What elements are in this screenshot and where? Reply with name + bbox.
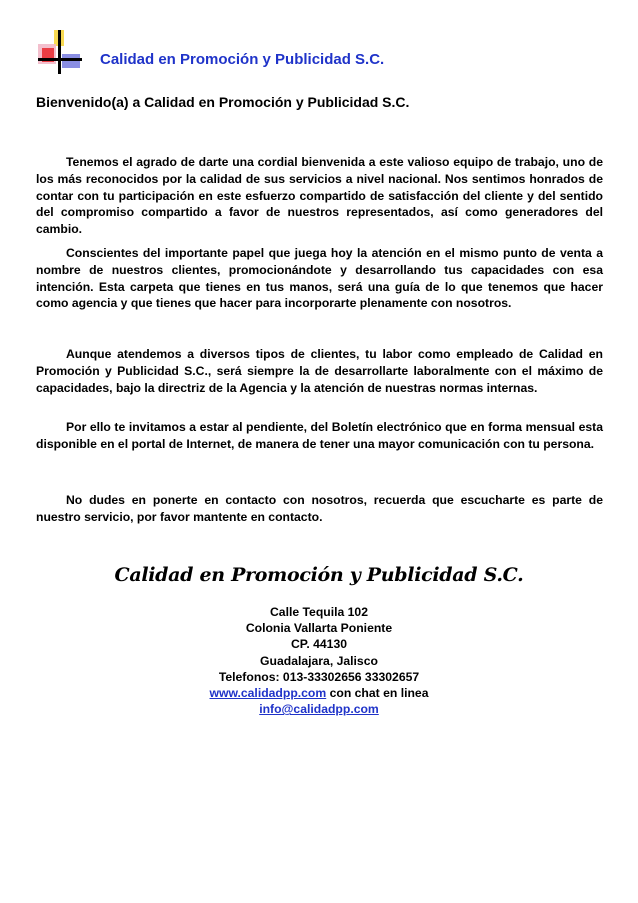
paragraph-clients: Aunque atendemos a diversos tipos de clientes, tu labor como empleado de Calidad en Promoción y Publicidad S.C., será siempre la de desarrollarte laboralmente con el máximo de capacidades, bajo la directriz de la Agencia y la atención de nuestras normas internas.: [36, 347, 603, 395]
paragraph-welcome: Tenemos el agrado de darte una cordial bienvenida a este valioso equipo de trabajo, uno de los más reconocidos por la calidad de sus servicios a nivel nacional. Nos sentimos honrados de contar con tu participación en este esfuerzo compartido de satisfacción del cliente y del sentido del compromiso compartido a favor de nuestros representados, así como generadores del cambio.: [36, 155, 603, 237]
email-link[interactable]: info@calidadpp.com: [259, 702, 379, 717]
address-street: Calle Tequila 102: [270, 605, 368, 619]
paragraph-bulletin: Por ello te invitamos a estar al pendiente, del Boletín electrónico que en forma mensual esta disponible en el portal de Internet, de manera de tener una mayor comunicación con tu persona.: [36, 420, 603, 451]
paragraph-contact-invite: No dudes en ponerte en contacto con nosotros, recuerda que escucharte es parte de nuestro servicio, por favor mantente en contacto.: [36, 493, 603, 524]
phone-numbers: Telefonos: 013-33302656 33302657: [218, 669, 420, 684]
quadrant-cross-logo-icon: [36, 28, 84, 76]
website-link[interactable]: www.calidadpp.com: [209, 686, 327, 701]
contact-block: [0, 604, 638, 717]
website-suffix: con chat en linea: [326, 686, 429, 701]
website-line: [0, 685, 638, 701]
welcome-heading: Bienvenido(a) a Calidad en Promoción y Publicidad S.C.: [36, 94, 410, 110]
address-colony: Colonia Vallarta Poniente: [245, 621, 393, 636]
header-title: Calidad en Promoción y Publicidad S.C.: [100, 51, 385, 68]
address-postal-code: CP. 44130: [290, 637, 348, 652]
company-signature: Calidad en Promoción y Publicidad S.C.: [114, 564, 524, 586]
address-city: Guadalajara, Jalisco: [260, 653, 378, 668]
email-line: [0, 701, 638, 717]
paragraph-guide: Conscientes del importante papel que juega hoy la atención en el mismo punto de venta a nombre de nuestros clientes, promocionándote y desarrollando tus capacidades con esa intención. Esta carpeta que tienes en tus manos, será una guía de lo que tenemos que hacer como agencia y que tienes que hacer para incorporarte plenamente con nosotros.: [36, 246, 603, 311]
